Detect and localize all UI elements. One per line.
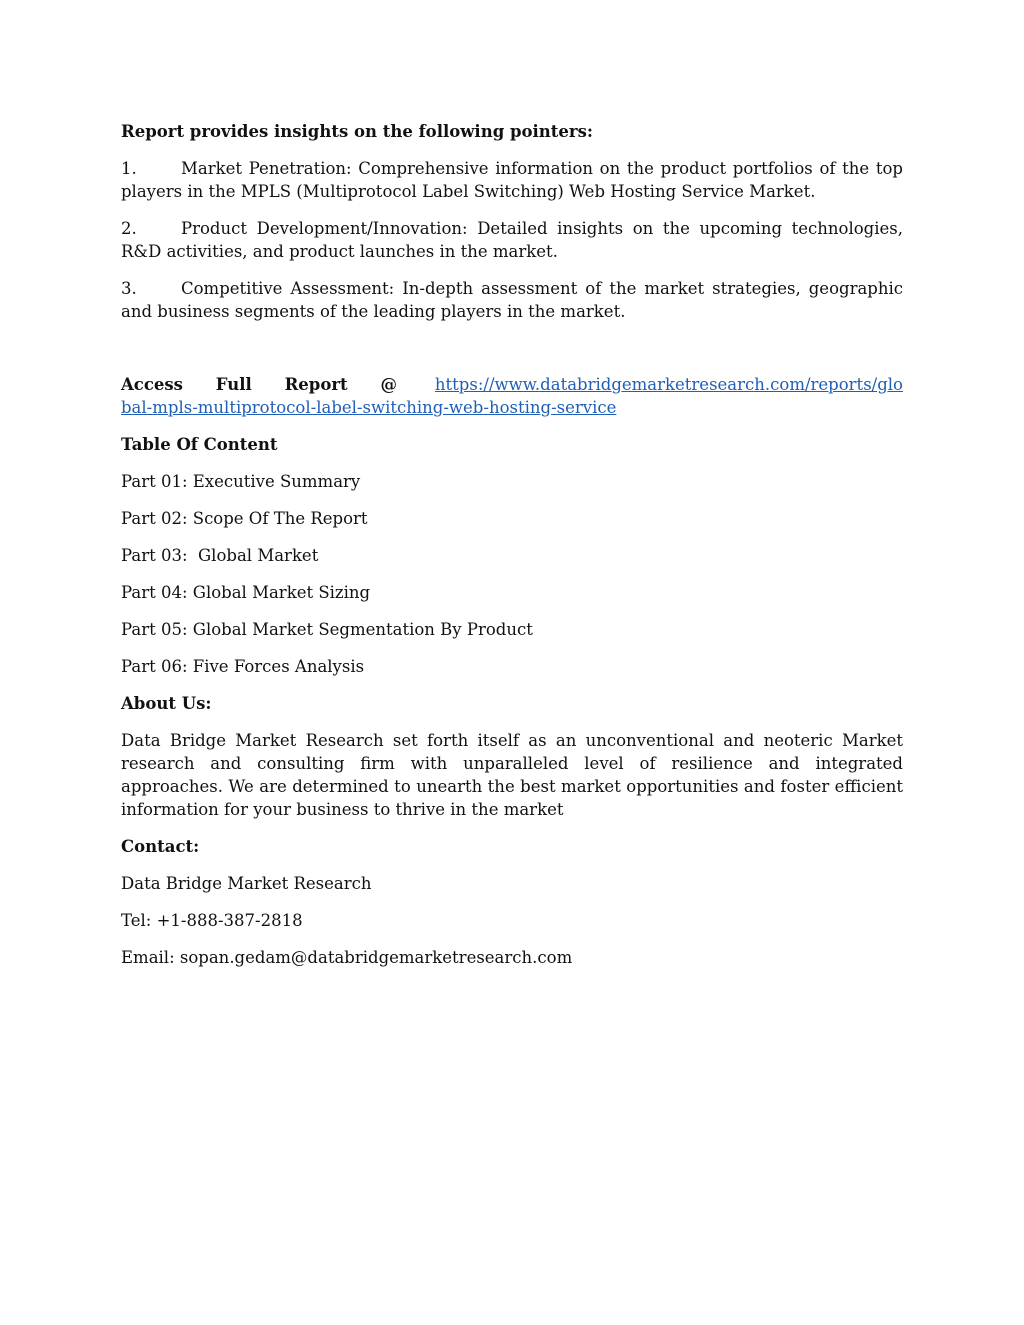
report-link[interactable]: https://www.databridgemarketresearch.com/reports/global-mpls-multiprotocol-label-switching-web-hosting-service [121,375,903,417]
toc-item-2: Part 02: Scope Of The Report [121,509,368,528]
pointer-number-1: 1. [121,159,137,178]
pointer-text-1: Market Penetration: Comprehensive information on the product portfolios of the top players in the MPLS (Multiprotocol Label Switching) Web Hosting Service Market. [121,159,903,201]
contact-heading: Contact: [121,837,200,856]
pointer-item-1 [121,157,903,203]
contact-company: Data Bridge Market Research [121,874,372,893]
pointers-heading: Report provides insights on the following pointers: [121,122,593,141]
access-full-report [121,373,903,419]
about-text: Data Bridge Market Research set forth itself as an unconventional and neoteric Market research and consulting firm with unparalleled level of resilience and integrated approaches. We are determined to unearth the best market opportunities and foster efficient information for your business to thrive in the market [121,731,903,819]
pointer-item-2 [121,217,903,263]
contact-email: Email: sopan.gedam@databridgemarketresearch.com [121,948,573,967]
toc-item-6: Part 06: Five Forces Analysis [121,657,365,676]
pointer-number-2: 2. [121,219,137,238]
pointer-text-3: Competitive Assessment: In-depth assessment of the market strategies, geographic and business segments of the leading players in the market. [121,279,903,321]
toc-item-1: Part 01: Executive Summary [121,472,361,491]
document-page [121,120,903,983]
access-label: Access Full Report @ [121,375,397,394]
pointer-number-3: 3. [121,279,137,298]
toc-item-5: Part 05: Global Market Segmentation By Product [121,620,533,639]
about-heading: About Us: [121,694,212,713]
toc-item-3: Part 03: Global Market [121,546,319,565]
pointer-text-2: Product Development/Innovation: Detailed insights on the upcoming technologies, R&D activities, and product launches in the market. [121,219,903,261]
pointer-item-3 [121,277,903,323]
toc-heading: Table Of Content [121,435,278,454]
contact-tel: Tel: +1-888-387-2818 [121,911,303,930]
toc-item-4: Part 04: Global Market Sizing [121,583,371,602]
